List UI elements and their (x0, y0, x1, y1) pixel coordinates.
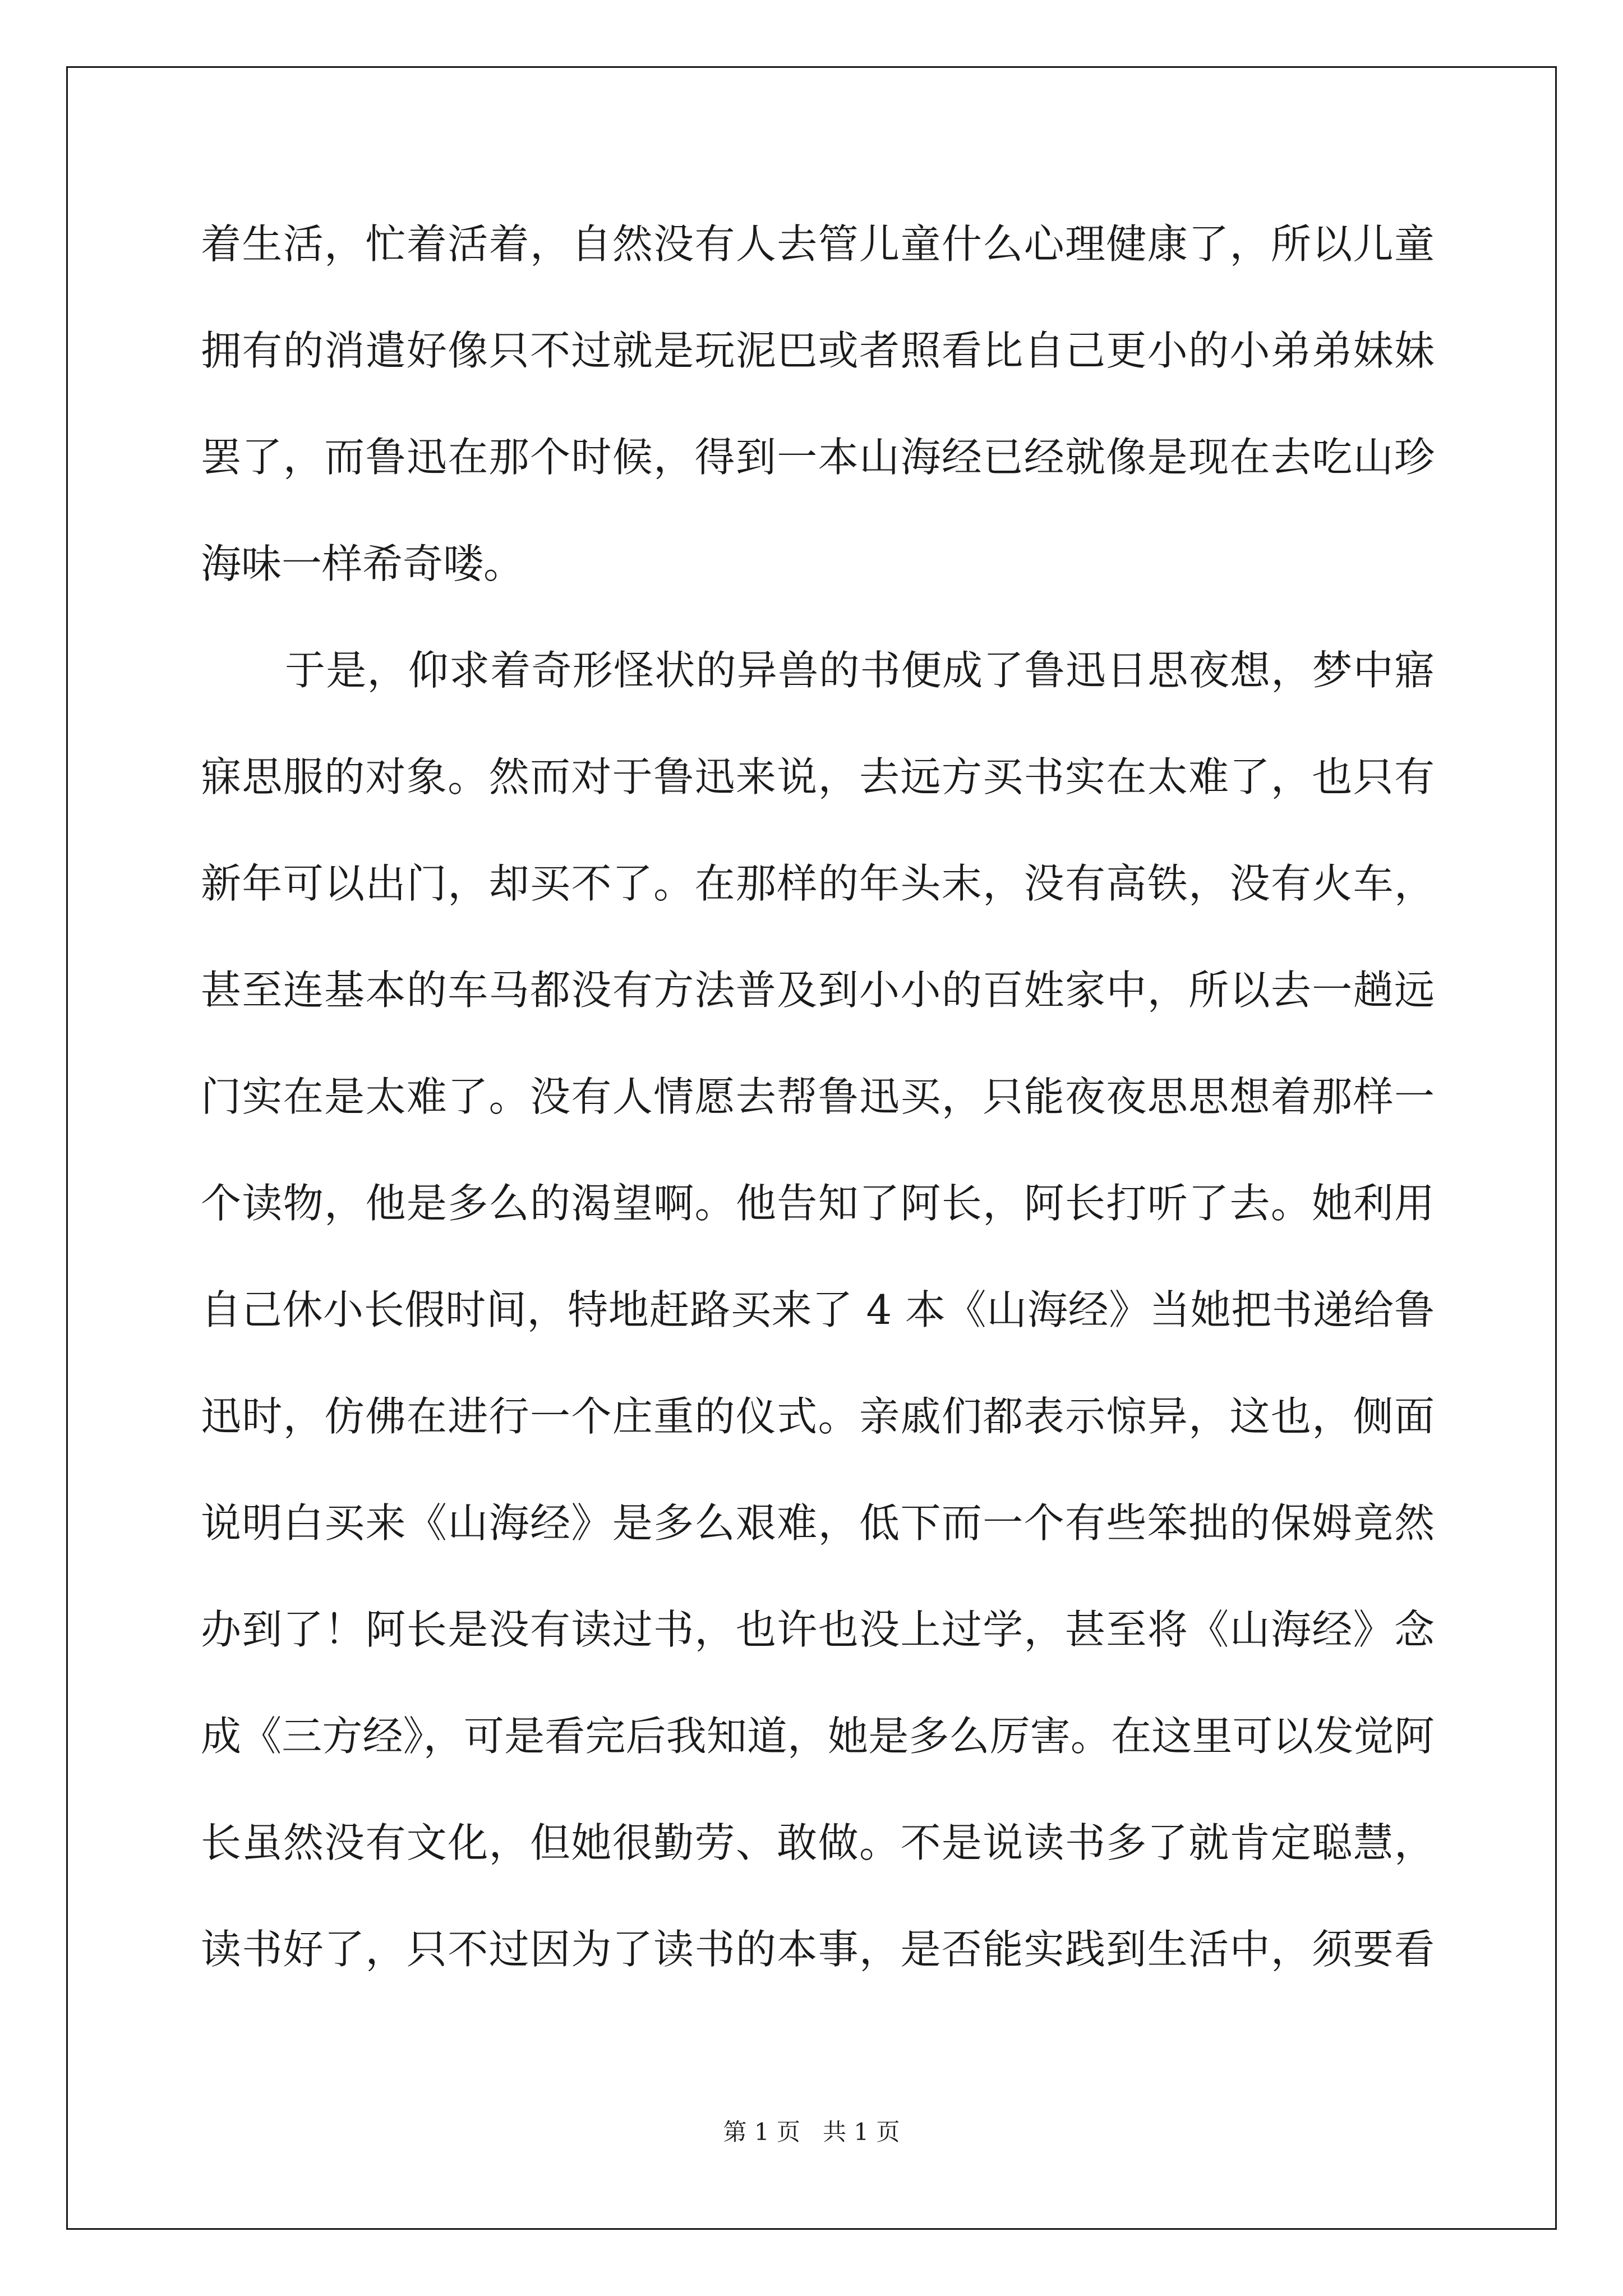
paragraph (201, 213, 1435, 639)
text-line: 新年可以出门，却买不了。在那样的年头末，没有高铁，没有火车， (201, 860, 1435, 907)
document-body (201, 213, 1435, 2025)
page-footer: 第 1 页 共 1 页 (723, 2118, 900, 2146)
text-line: 着生活，忙着活着，自然没有人去管儿童什么心理健康了，所以儿童 (201, 220, 1435, 268)
text-line: 读书好了，只不过因为了读书的本事，是否能实践到生活中，须要看 (201, 1926, 1435, 1973)
text-line: 自己休小长假时间，特地赶路买来了 4 本《山海经》当她把书递给鲁 (201, 1286, 1435, 1333)
paragraph (201, 639, 1435, 2025)
text-line: 办到了！阿长是没有读过书，也许也没上过学，甚至将《山海经》念 (201, 1606, 1435, 1653)
text-line: 于是，仰求着奇形怪状的异兽的书便成了鲁迅日思夜想，梦中寤 (285, 647, 1435, 694)
text-line: 寐思服的对象。然而对于鲁迅来说，去远方买书实在太难了，也只有 (201, 753, 1435, 800)
text-line: 说明白买来《山海经》是多么艰难，低下而一个有些笨拙的保姆竟然 (201, 1499, 1435, 1547)
text-line: 长虽然没有文化，但她很勤劳、敢做。不是说读书多了就肯定聪慧， (201, 1819, 1435, 1866)
text-line: 迅时，仿佛在进行一个庄重的仪式。亲戚们都表示惊异，这也，侧面 (201, 1393, 1435, 1440)
text-line: 拥有的消遣好像只不过就是玩泥巴或者照看比自己更小的小弟弟妹妹 (201, 327, 1435, 374)
text-line: 门实在是太难了。没有人情愿去帮鲁迅买，只能夜夜思思想着那样一 (201, 1073, 1435, 1120)
text-line: 海味一样希奇喽。 (201, 540, 524, 587)
text-line: 成《三方经》，可是看完后我知道，她是多么厉害。在这里可以发觉阿 (201, 1713, 1435, 1760)
text-line: 甚至连基本的车马都没有方法普及到小小的百姓家中，所以去一趟远 (201, 967, 1435, 1014)
text-line: 罢了，而鲁迅在那个时候，得到一本山海经已经就像是现在去吃山珍 (201, 434, 1435, 481)
text-line: 个读物，他是多么的渴望啊。他告知了阿长，阿长打听了去。她利用 (201, 1180, 1435, 1227)
